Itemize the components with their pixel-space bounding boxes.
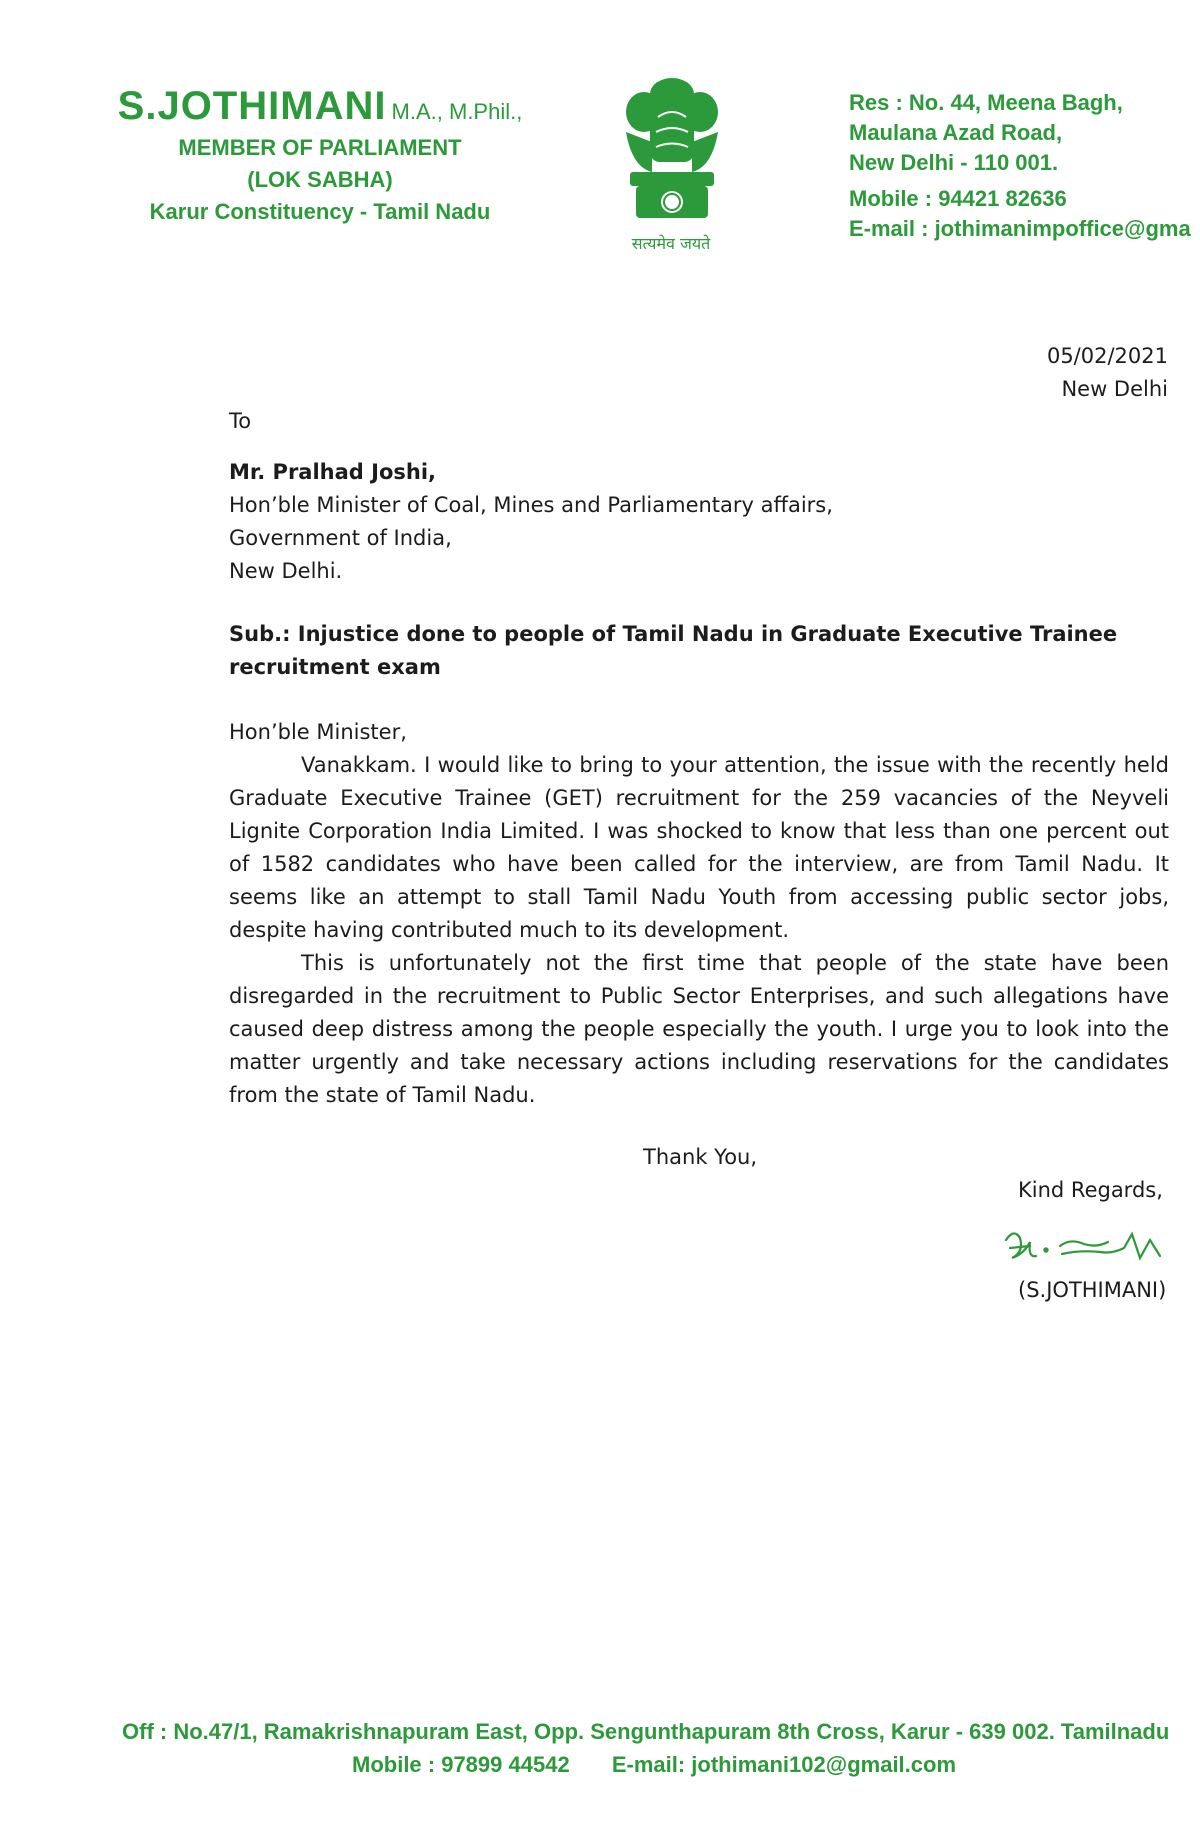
closing-regards: Kind Regards, <box>1018 1178 1163 1202</box>
letter-place: New Delhi <box>1061 377 1168 401</box>
salutation: Hon’ble Minister, <box>229 720 407 744</box>
handwritten-signature <box>1000 1218 1170 1278</box>
recipient-name: Mr. Pralhad Joshi, <box>229 460 436 484</box>
recipient-city: New Delhi. <box>229 559 343 583</box>
office-contact <box>0 1748 1200 1781</box>
signatory-name: (S.JOTHIMANI) <box>1018 1278 1167 1302</box>
res-line-1: Res : No. 44, Meena Bagh, <box>849 90 1123 115</box>
office-mobile: Mobile : 97899 44542 <box>352 1752 570 1777</box>
sender-title: MEMBER OF PARLIAMENT <box>178 135 462 160</box>
to-label: To <box>229 409 252 433</box>
res-mobile: Mobile : 94421 82636 <box>849 186 1067 211</box>
recipient-address <box>229 456 1169 588</box>
letter-body <box>229 749 1169 1112</box>
sender-qualifications: M.A., M.Phil., <box>391 99 523 124</box>
recipient-org: Government of India, <box>229 526 452 550</box>
sender-house: (LOK SABHA) <box>247 167 393 192</box>
res-email: E-mail : jothimanimpoffice@gma <box>849 216 1191 241</box>
sender-constituency: Karur Constituency - Tamil Nadu <box>149 199 491 224</box>
office-email: E-mail: jothimani102@gmail.com <box>611 1752 957 1777</box>
res-line-3: New Delhi - 110 001. <box>849 150 1059 175</box>
paragraph-2: This is unfortunately not the first time that people of the state have been disregarded in the recruitment to Public Sector Enterprises, and such allegations have caused deep distress among the people especially the youth. I urge you to look into the matter urgently and take necessary actions including reservations for the candidates from the state of Tamil Nadu. <box>229 951 1169 1107</box>
res-line-2: Maulana Azad Road, <box>849 120 1063 145</box>
closing-thanks: Thank You, <box>643 1145 758 1169</box>
paragraph-1: Vanakkam. I would like to bring to your attention, the issue with the recently held Graduate Executive Trainee (GET) recruitment for the 259 vacancies of the Neyveli Lignite Corporation India Limited. I was shocked to know that less than one percent out of 1582 candidates who have been called for the interview, are from Tamil Nadu. It seems like an attempt to stall Tamil Nadu Youth from accessing public sector jobs, despite having contributed much to its development. <box>229 753 1169 942</box>
office-footer <box>0 1715 1200 1781</box>
sender-name-line <box>100 84 540 129</box>
letter-subject: Sub.: Injustice done to people of Tamil Nadu in Graduate Executive Trainee recruitment exam <box>229 622 1118 679</box>
date-block <box>1047 340 1168 406</box>
sender-name: S.JOTHIMANI <box>117 84 387 128</box>
letter-date: 05/02/2021 <box>1046 344 1168 368</box>
office-address: Off : No.47/1, Ramakrishnapuram East, Opp. Sengunthapuram 8th Cross, Karur - 639 002. Tamilnadu <box>122 1719 1170 1744</box>
recipient-designation: Hon’ble Minister of Coal, Mines and Parliamentary affairs, <box>229 493 833 517</box>
letterhead-sender <box>100 84 540 225</box>
emblem-motto: सत्यमेव जयते <box>631 234 711 253</box>
residence-contact <box>849 88 1200 244</box>
